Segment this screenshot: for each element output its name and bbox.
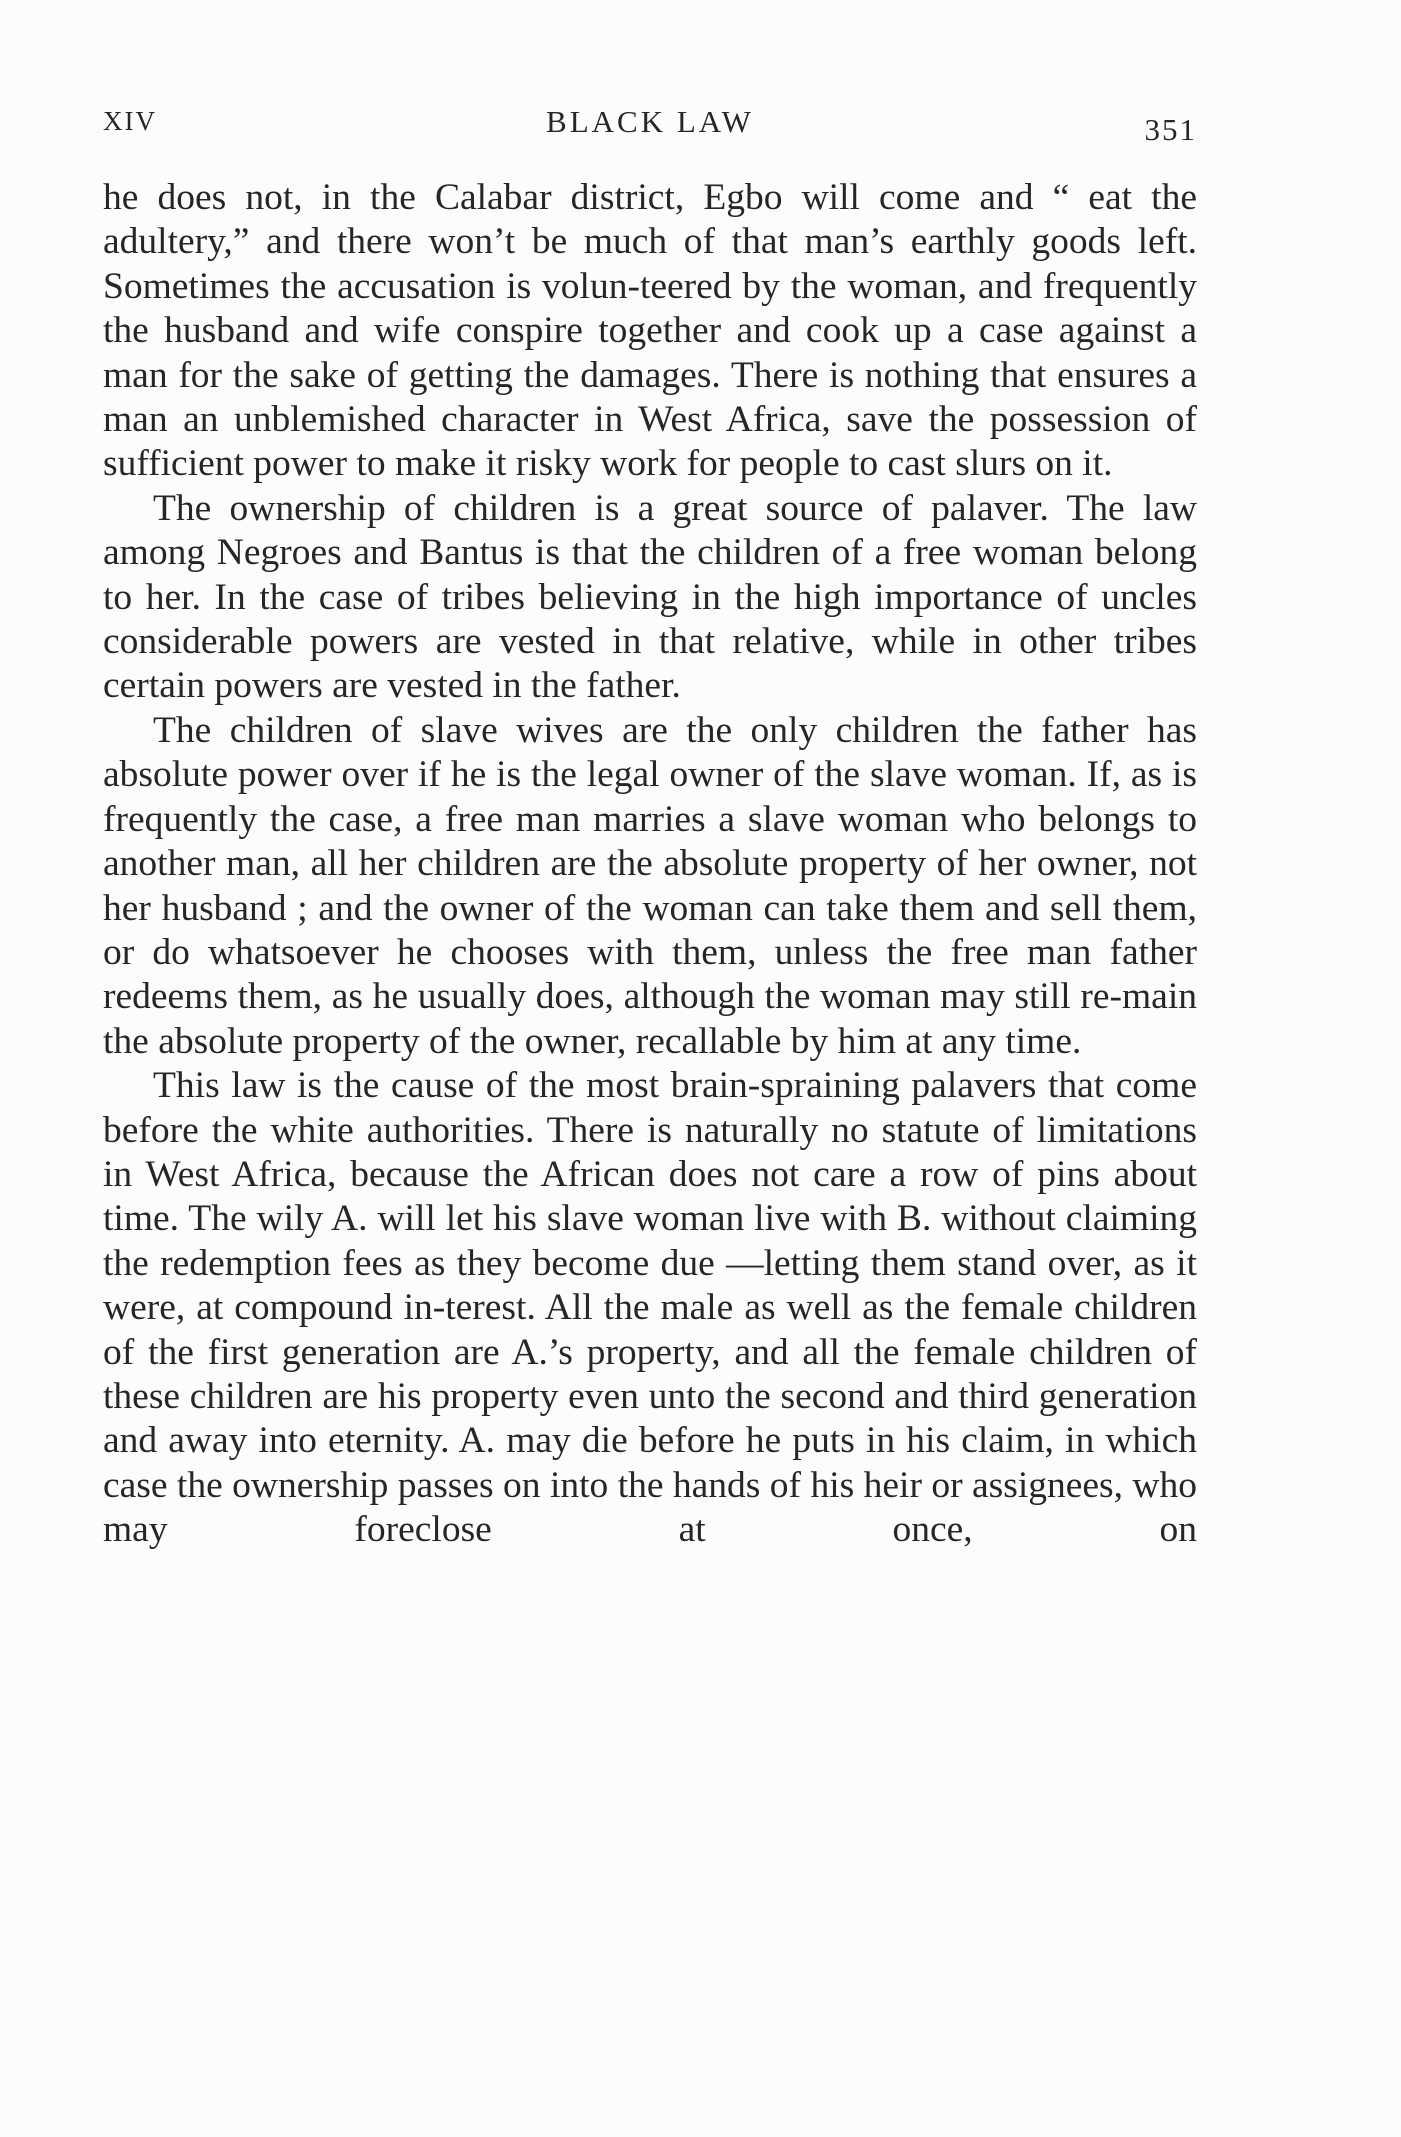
page-number: 351	[1144, 112, 1197, 147]
paragraph-brain-spraining-palavers: This law is the cause of the most brain-spraining palavers that come before the white authorities. There is naturally no statute of limitations in West Africa, because the African does not care a row of pins about time. The wily A. will let his slave woman live with B. without claiming the redemption fees as they become due —letting them stand over, as it were, at compound in-terest. All the male as well as the female children of the first generation are A.’s property, and all the female children of these children are his property even unto the second and third generation and away into eternity. A. may die before he puts in his claim, in which case the ownership passes on into the hands of his heir or assignees, who may foreclose at once, on	[103, 1065, 1197, 1551]
paragraph-ownership-of-children: The ownership of children is a great source of palaver. The law among Negroes and Bantus is that the children of a free woman belong to her. In the case of tribes believing in the high importance of uncles considerable powers are vested in that relative, while in other tribes certain powers are vested in the father.	[103, 487, 1197, 707]
paragraph-continuation: he does not, in the Calabar district, Egbo will come and “ eat the adultery,” and there won’t be much of that man’s earthly goods left. Sometimes the accusation is volun-teered by the woman, and frequently the husband and wife conspire together and cook up a case against a man for the sake of getting the damages. There is nothing that ensures a man an unblemished character in West Africa, save the possession of sufficient power to make it risky work for people to cast slurs on it.	[103, 177, 1197, 485]
body-text	[103, 176, 1197, 1553]
chapter-number: XIV	[103, 106, 157, 136]
running-head	[103, 100, 1197, 150]
paragraph-slave-wives: The children of slave wives are the only children the father has absolute power over if he is the legal owner of the slave woman. If, as is frequently the case, a free man marries a slave woman who belongs to another man, all her children are the absolute property of her owner, not her husband ; and the owner of the woman can take them and sell them, or do whatsoever he chooses with them, unless the free man father redeems them, as he usually does, although the woman may still re-main the absolute property of the owner, recallable by him at any time.	[103, 709, 1197, 1062]
running-title: BLACK LAW	[546, 104, 754, 139]
